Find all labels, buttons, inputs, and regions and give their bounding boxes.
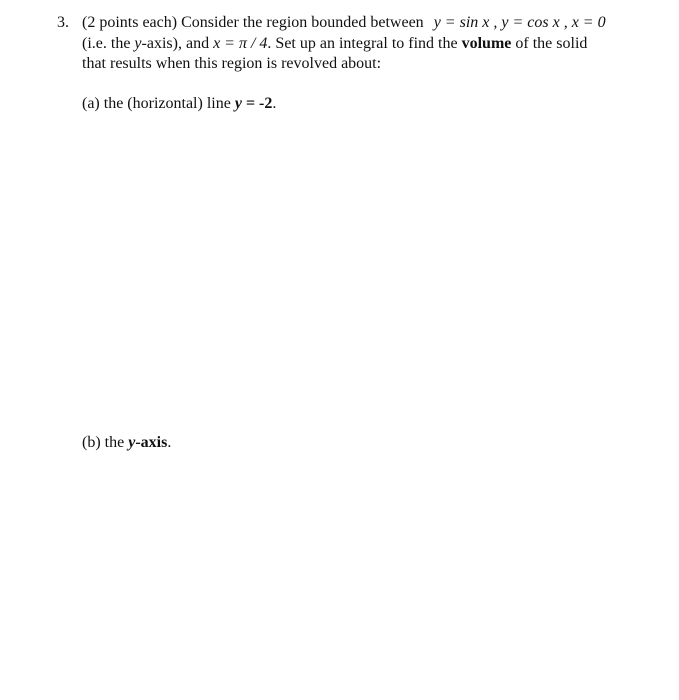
equation-x-zero: x = 0 bbox=[571, 14, 606, 31]
volume-word: volume bbox=[461, 34, 512, 52]
part-a-label: (a) the (horizontal) line bbox=[82, 95, 231, 112]
problem-line-1 bbox=[82, 13, 642, 34]
problem-number: 3. bbox=[57, 14, 69, 31]
problem-line-2 bbox=[82, 34, 642, 55]
part-a-period: . bbox=[272, 95, 277, 112]
ie-text: (i.e. the bbox=[82, 34, 131, 52]
problem-intro: (2 points each) Consider the region bounded between bbox=[82, 14, 424, 31]
part-a-value: = -2 bbox=[245, 95, 273, 112]
of-solid-text: of the solid bbox=[515, 34, 588, 52]
problem-statement bbox=[82, 13, 642, 75]
y-variable: y bbox=[134, 34, 142, 52]
part-a bbox=[82, 94, 276, 114]
problem-line-3: that results when this region is revolved about: bbox=[82, 55, 382, 72]
equation-x-pi-over-4: x = π / 4 bbox=[213, 34, 268, 52]
axis-and-text: -axis), and bbox=[141, 34, 210, 52]
part-b-variable: y bbox=[128, 434, 136, 451]
part-b bbox=[82, 433, 171, 453]
part-b-axis: -axis bbox=[135, 434, 168, 451]
part-b-period: . bbox=[167, 434, 172, 451]
equation-cos: y = cos x , bbox=[501, 14, 568, 31]
equation-sin: y = sin x , bbox=[433, 14, 498, 31]
part-a-variable: y bbox=[234, 95, 242, 112]
setup-text: . Set up an integral to find the bbox=[267, 34, 458, 52]
part-b-label: (b) the bbox=[82, 434, 125, 451]
